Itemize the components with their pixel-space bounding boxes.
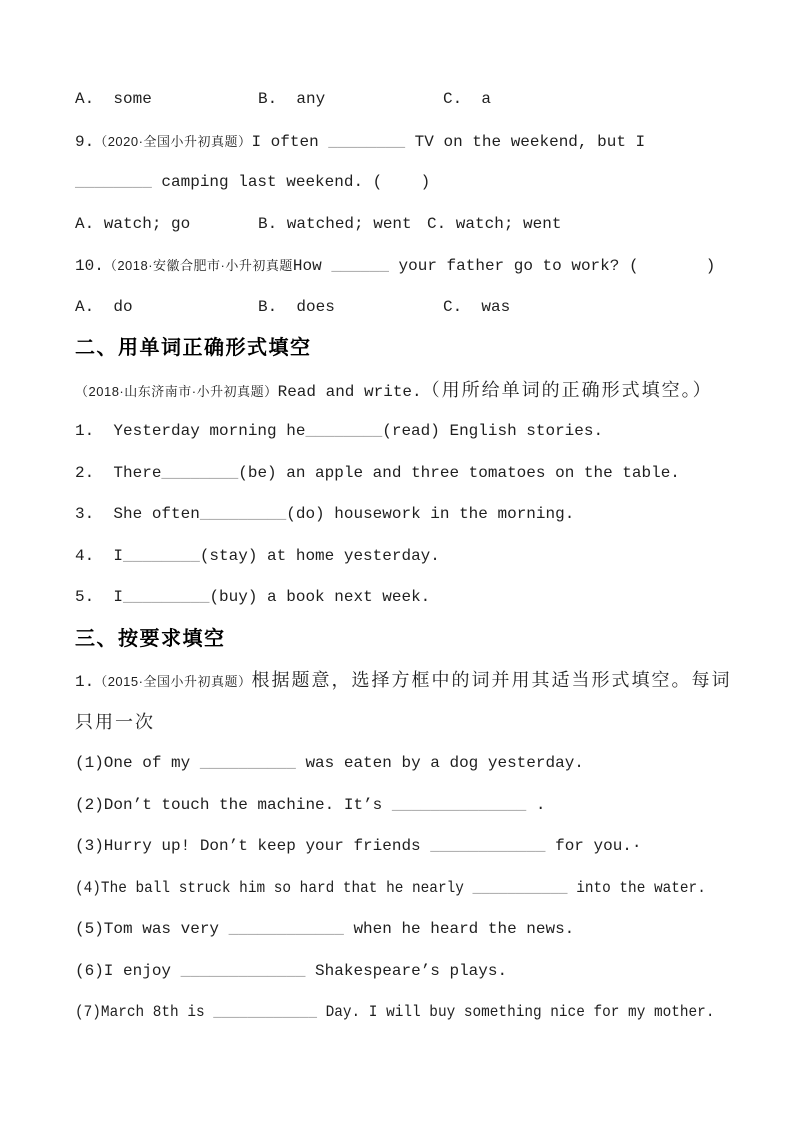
blank-underline: _________ bbox=[199, 505, 287, 523]
intro-english-text: Read and write. bbox=[277, 382, 422, 401]
item-text: (buy) a book next week. bbox=[209, 588, 431, 606]
section-2-heading bbox=[75, 328, 723, 370]
fill-item-5 bbox=[75, 577, 723, 619]
item-text: (4)The ball struck him so hard that he nearly bbox=[75, 878, 473, 897]
section-3-heading bbox=[75, 619, 723, 661]
item-text: for you.· bbox=[545, 837, 642, 855]
option-a: A. some bbox=[75, 90, 152, 108]
item-text: 2. There bbox=[75, 463, 162, 482]
item-text: (do) housework in the morning. bbox=[286, 505, 575, 523]
blank-underline: ___________ bbox=[472, 878, 568, 897]
blank-underline: ________ bbox=[75, 173, 152, 191]
item-text: 1. Yesterday morning he bbox=[75, 422, 306, 440]
intro-chinese-text: （用所给单词的正确形式填空。） bbox=[421, 379, 713, 400]
question-number: 1. bbox=[75, 673, 95, 691]
source-tag: （2015·全国小升初真题） bbox=[94, 674, 252, 689]
item-text: (5)Tom was very bbox=[75, 920, 229, 938]
blank-underline: ________ bbox=[123, 546, 200, 565]
sub-item-4 bbox=[75, 868, 723, 910]
fill-item-1 bbox=[75, 411, 723, 453]
blank-underline: ______ bbox=[331, 257, 389, 275]
item-text: 3. She often bbox=[75, 505, 200, 523]
item-text: was eaten by a dog yesterday. bbox=[295, 754, 584, 772]
blank-underline: ____________ bbox=[430, 837, 546, 855]
item-text: when he heard the news. bbox=[343, 920, 575, 938]
item-text: into the water. bbox=[567, 878, 706, 897]
source-tag: （2020·全国小升初真题） bbox=[94, 133, 252, 149]
question-8-options-row bbox=[75, 79, 723, 121]
sub-item-5 bbox=[75, 909, 723, 951]
question-text: your father go to work? ( ) bbox=[388, 257, 716, 275]
option-a: A. watch; go bbox=[75, 214, 191, 233]
item-text: . bbox=[526, 795, 546, 814]
item-text: (3)Hurry up! Don’t keep your friends bbox=[75, 837, 431, 855]
item-text: (7)March 8th is bbox=[75, 1003, 214, 1021]
section-heading-text: 三、按要求填空 bbox=[75, 627, 226, 650]
option-b: B. watched; went bbox=[258, 214, 412, 233]
question-text: How bbox=[292, 257, 332, 275]
question-9-line-1 bbox=[75, 121, 723, 163]
item-text: Day. I will buy something nice for my mother. bbox=[316, 1003, 715, 1021]
condensed-text-wrap bbox=[75, 868, 706, 910]
question-text: I often bbox=[251, 132, 329, 151]
item-text: (2)Don’t touch the machine. It’s bbox=[75, 795, 392, 814]
instruction-text: 只用一次 bbox=[75, 711, 155, 732]
question-text: camping last weekend. ( ) bbox=[151, 173, 431, 191]
blank-underline: __________ bbox=[199, 754, 296, 772]
item-text: (1)One of my bbox=[75, 754, 200, 772]
blank-underline: ________ bbox=[305, 422, 383, 440]
blank-underline: ______________ bbox=[391, 795, 527, 814]
sub-item-3 bbox=[75, 826, 723, 868]
sub-item-1 bbox=[75, 743, 723, 785]
question-text: TV on the weekend, but I bbox=[405, 132, 646, 151]
blank-underline: ____________ bbox=[213, 1003, 317, 1021]
question-9-options-row bbox=[75, 204, 723, 246]
source-tag: （2018·山东济南市·小升初真题） bbox=[75, 383, 278, 399]
fill-item-4 bbox=[75, 536, 723, 578]
question-number: 10. bbox=[75, 257, 104, 275]
question-10-options-row bbox=[75, 287, 723, 329]
fill-item-2 bbox=[75, 453, 723, 495]
instruction-text: 根据题意，选择方框中的词并用其适当形式填空。每词 bbox=[251, 670, 732, 690]
section-3-question-1-line-2 bbox=[75, 702, 723, 744]
blank-underline: _____________ bbox=[180, 961, 306, 980]
item-text: Shakespeare’s plays. bbox=[305, 961, 508, 980]
option-b: B. any bbox=[258, 90, 326, 108]
question-number: 9. bbox=[75, 132, 95, 151]
blank-underline: ________ bbox=[161, 463, 239, 482]
item-text: 5. I bbox=[75, 588, 124, 606]
item-text: 4. I bbox=[75, 546, 124, 565]
item-text: (6)I enjoy bbox=[75, 961, 181, 980]
option-c: C. watch; went bbox=[427, 214, 562, 233]
blank-underline: ____________ bbox=[228, 920, 344, 938]
blank-underline: _________ bbox=[123, 588, 210, 606]
section-heading-text: 二、用单词正确形式填空 bbox=[75, 337, 312, 359]
condensed-text-wrap bbox=[75, 992, 714, 1034]
sub-item-7 bbox=[75, 992, 723, 1034]
option-c: C. a bbox=[443, 90, 492, 108]
option-a: A. do bbox=[75, 297, 133, 316]
sub-item-2 bbox=[75, 785, 723, 827]
section-3-question-1-line-1 bbox=[75, 660, 732, 702]
sub-item-6 bbox=[75, 951, 723, 993]
fill-item-3 bbox=[75, 494, 723, 536]
blank-underline: ________ bbox=[328, 132, 406, 151]
section-2-intro bbox=[75, 370, 723, 412]
item-text: (stay) at home yesterday. bbox=[199, 546, 440, 565]
option-c: C. was bbox=[443, 297, 511, 316]
item-text: (be) an apple and three tomatoes on the table. bbox=[238, 463, 680, 482]
question-9-line-2 bbox=[75, 162, 723, 204]
option-b: B. does bbox=[258, 297, 335, 316]
item-text: (read) English stories. bbox=[382, 422, 604, 440]
source-tag: （2018·安徽合肥市·小升初真题 bbox=[103, 258, 293, 273]
question-10-line bbox=[75, 245, 723, 287]
